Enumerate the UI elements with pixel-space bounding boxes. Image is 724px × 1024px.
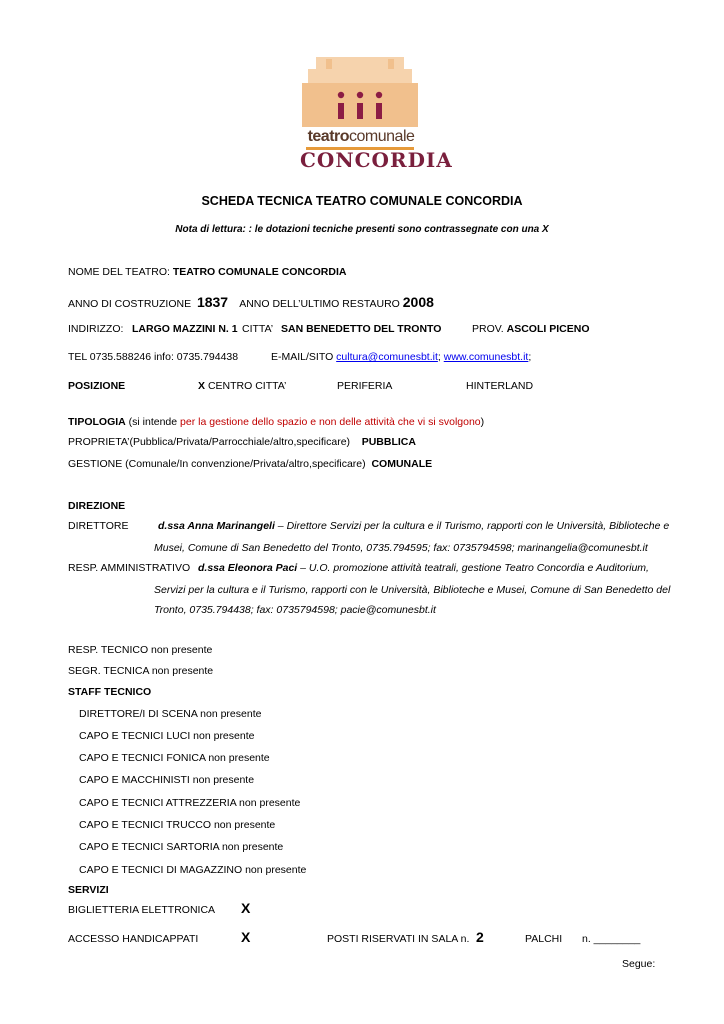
resp-amm-line3: Tronto, 0735.794438; fax: 0735794598; pacie@comunesbt.it: [154, 604, 436, 616]
proprieta-row: PROPRIETA’(Pubblica/Privata/Parrocchiale/altro,specificare) PUBBLICA: [68, 436, 416, 448]
anno-row: [68, 294, 434, 310]
logo-pillar-2: [357, 103, 363, 119]
direttore-name: d.ssa Anna Marinangeli: [158, 520, 275, 532]
email-link[interactable]: cultura@comunesbt.it: [336, 351, 438, 363]
resp-tecnico: RESP. TECNICO non presente: [68, 644, 213, 656]
staff-item: CAPO E TECNICI TRUCCO non presente: [79, 819, 276, 831]
logo-text-teatro: teatrocomunale: [307, 128, 415, 145]
segue-text: Segue:: [622, 958, 656, 970]
staff-item: DIRETTORE/I DI SCENA non presente: [79, 708, 262, 720]
posizione-centro: X CENTRO CITTA’: [198, 380, 287, 392]
posti-value: 2: [476, 929, 484, 945]
direttore-line1: d.ssa Anna Marinangeli – Direttore Servizi per la cultura e il Turismo, rapporti con le Università, Biblioteche e: [158, 520, 670, 532]
citta-value: SAN BENEDETTO DEL TRONTO: [281, 323, 442, 335]
posizione-hinterland: HINTERLAND: [466, 380, 534, 392]
nome-label: NOME DEL TEATRO:: [68, 266, 170, 278]
page-title: SCHEDA TECNICA TEATRO COMUNALE CONCORDIA: [201, 194, 523, 208]
gestione-row: GESTIONE (Comunale/In convenzione/Privata/altro,specificare) COMUNALE: [68, 458, 433, 470]
posti-label: POSTI RISERVATI IN SALA n.: [327, 933, 470, 945]
site-link[interactable]: www.comunesbt.it: [443, 351, 529, 363]
restauro-value: 2008: [402, 294, 434, 310]
logo-pillar-3: [376, 103, 382, 119]
resp-amm-name: d.ssa Eleonora Paci: [198, 562, 298, 574]
restauro-label: ANNO DELL’ULTIMO RESTAURO: [239, 298, 400, 310]
prov-label: PROV.: [472, 323, 504, 335]
anno-value: 1837: [196, 294, 229, 310]
citta-label: CITTA’: [242, 323, 274, 335]
accesso-mark: X: [241, 929, 251, 945]
anno-label: ANNO DI COSTRUZIONE: [68, 298, 192, 310]
tipologia-note: per la gestione dello spazio e non delle attività che vi si svolgono: [180, 416, 481, 428]
logo-dot-1: [338, 92, 344, 98]
logo-text-concordia: CONCORDIA: [300, 148, 453, 172]
posizione-mark: X: [198, 380, 206, 392]
prov-row: [472, 323, 589, 335]
direttore-label: DIRETTORE: [68, 520, 129, 532]
nome-teatro-row: [68, 266, 346, 278]
resp-amm-line1: d.ssa Eleonora Paci – U.O. promozione attività teatrali, gestione Teatro Concordia e Auditorium,: [198, 562, 649, 574]
tipologia-row: TIPOLOGIA (si intende per la gestione dello spazio e non delle attività che vi si svolgono): [68, 416, 485, 428]
logo-dot-2: [357, 92, 363, 98]
resp-amm-label: RESP. AMMINISTRATIVO: [68, 562, 191, 574]
staff-item: CAPO E MACCHINISTI non presente: [79, 774, 255, 786]
logo-building-mid: [308, 69, 412, 85]
email-row: E-MAIL/SITO cultura@comunesbt.it; www.comunesbt.it;: [271, 351, 532, 363]
indirizzo-value: LARGO MAZZINI N. 1: [132, 323, 238, 335]
prov-value: ASCOLI PICENO: [506, 323, 590, 335]
tel-text: TEL 0735.588246 info: 0735.794438: [68, 351, 239, 363]
email-label: E-MAIL/SITO: [271, 351, 334, 363]
tipologia-label: TIPOLOGIA: [68, 416, 126, 428]
posizione-label: POSIZIONE: [68, 380, 126, 392]
staff-item: CAPO E TECNICI LUCI non presente: [79, 730, 255, 742]
direzione-heading: DIREZIONE: [68, 500, 126, 512]
biglietteria-label: BIGLIETTERIA ELETTRONICA: [68, 904, 216, 916]
proprieta-value: PUBBLICA: [361, 436, 416, 448]
palchi-label: PALCHI: [525, 933, 563, 945]
staff-item: CAPO E TECNICI DI MAGAZZINO non presente: [79, 864, 307, 876]
resp-amm-line2: Servizi per la cultura e il Turismo, rapporti con le Università, Biblioteche e Musei, Comune di San Benedetto del: [154, 584, 671, 596]
biglietteria-mark: X: [241, 900, 251, 916]
nome-value: TEATRO COMUNALE CONCORDIA: [172, 266, 347, 278]
staff-heading: STAFF TECNICO: [68, 686, 152, 698]
staff-item: CAPO E TECNICI SARTORIA non presente: [79, 841, 284, 853]
segr-tecnica: SEGR. TECNICA non presente: [68, 665, 214, 677]
staff-item: CAPO E TECNICI ATTREZZERIA non presente: [79, 797, 301, 809]
logo-dot-3: [376, 92, 382, 98]
staff-item: CAPO E TECNICI FONICA non presente: [79, 752, 270, 764]
direttore-line2: Musei, Comune di San Benedetto del Tronto, 0735.794595; fax: 0735794598; marinangelia@comunesbt.it: [154, 542, 648, 554]
indirizzo-label: INDIRIZZO:: [68, 323, 124, 335]
accesso-label: ACCESSO HANDICAPPATI: [68, 933, 199, 945]
palchi-value: n. ________: [582, 933, 641, 945]
gestione-value: COMUNALE: [371, 458, 433, 470]
logo-pillar-1: [338, 103, 344, 119]
reading-note: Nota di lettura: : le dotazioni tecniche presenti sono contrassegnate con una X: [175, 224, 549, 235]
servizi-heading: SERVIZI: [68, 884, 109, 896]
posizione-periferia: PERIFERIA: [337, 380, 393, 392]
